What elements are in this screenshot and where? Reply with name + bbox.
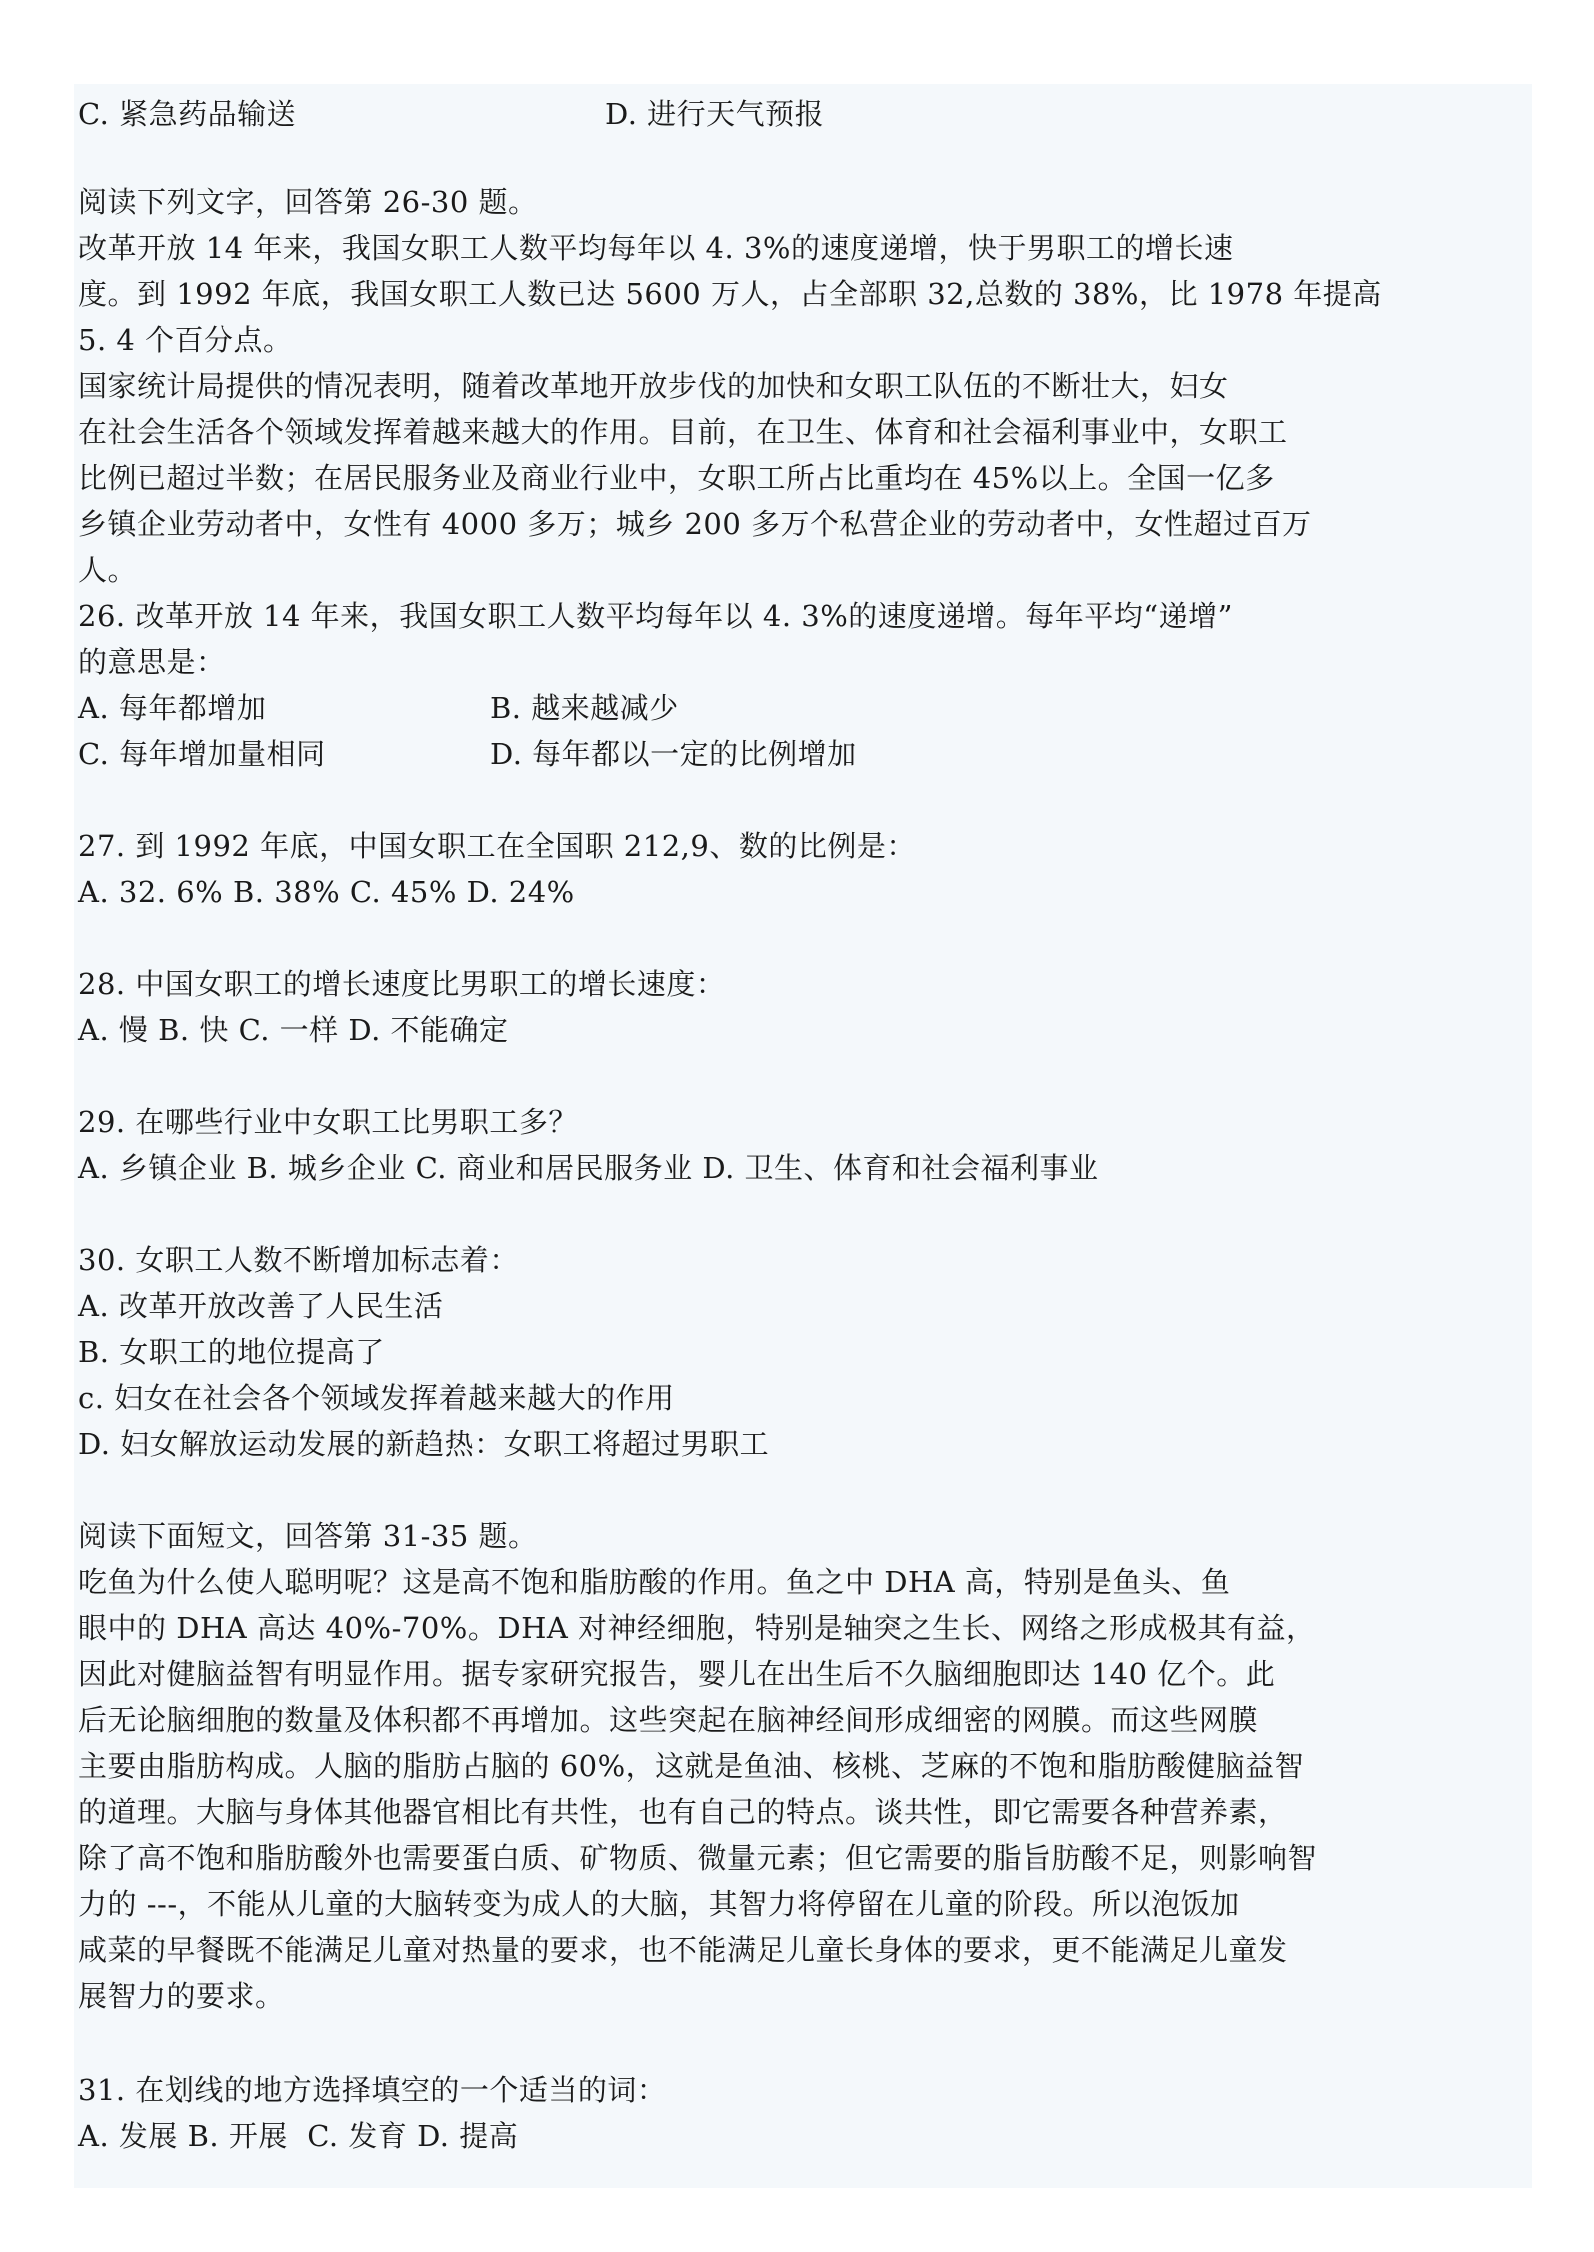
text-line: 咸菜的早餐既不能满足儿童对热量的要求，也不能满足儿童长身体的要求，更不能满足儿童发 [78, 1933, 1288, 1967]
text-line: 度。到 1992 年底，我国女职工人数已达 5600 万人，占全部职 32,总数的 38%，比 1978 年提高 [78, 277, 1382, 311]
option-line: c. 妇女在社会各个领域发挥着越来越大的作用 [78, 1381, 675, 1415]
option-line: A. 32. 6% B. 38% C. 45% D. 24% [78, 875, 575, 909]
text-line: 的道理。大脑与身体其他器官相比有共性，也有自己的特点。谈共性，即它需要各种营养素， [78, 1795, 1288, 1829]
text-line: 国家统计局提供的情况表明，随着改革地开放步伐的加快和女职工队伍的不断壮大，妇女 [78, 369, 1229, 403]
option-line: A. 改革开放改善了人民生活 [78, 1289, 444, 1323]
text-line: 因此对健脑益智有明显作用。据专家研究报告，婴儿在出生后不久脑细胞即达 140 亿个。此 [78, 1657, 1276, 1691]
option-line: C. 每年增加量相同 [78, 737, 326, 771]
question-27: 27. 到 1992 年底，中国女职工在全国职 212,9、数的比例是： [78, 829, 916, 863]
question-29: 29. 在哪些行业中女职工比男职工多？ [78, 1105, 578, 1139]
text-line: 吃鱼为什么使人聪明呢？这是高不饱和脂肪酸的作用。鱼之中 DHA 高，特别是鱼头、鱼 [78, 1565, 1231, 1599]
option-line: A. 慢 B. 快 C. 一样 D. 不能确定 [78, 1013, 509, 1047]
section-heading: 阅读下列文字，回答第 26-30 题。 [78, 185, 538, 219]
text-line: 在社会生活各个领域发挥着越来越大的作用。目前，在卫生、体育和社会福利事业中，女职工 [78, 415, 1288, 449]
option-line: D. 进行天气预报 [605, 97, 825, 131]
question-31: 31. 在划线的地方选择填空的一个适当的词： [78, 2073, 667, 2107]
text-line: 力的 ---，不能从儿童的大脑转变为成人的大脑，其智力将停留在儿童的阶段。所以泡饭加 [78, 1887, 1240, 1921]
text-line: 乡镇企业劳动者中，女性有 4000 多万；城乡 200 多万个私营企业的劳动者中，女性超过百万 [78, 507, 1312, 541]
text-line: C. 紧急药品输送 [78, 97, 297, 131]
text-line: 改革开放 14 年来，我国女职工人数平均每年以 4. 3%的速度递增，快于男职工的增长速 [78, 231, 1234, 265]
option-line: D. 每年都以一定的比例增加 [490, 737, 857, 771]
text-line: 除了高不饱和脂肪酸外也需要蛋白质、矿物质、微量元素；但它需要的脂旨肪酸不足，则影响智 [78, 1841, 1318, 1875]
option-line: A. 每年都增加 [78, 691, 267, 725]
option-line: D. 妇女解放运动发展的新趋热：女职工将超过男职工 [78, 1427, 770, 1461]
question-26: 26. 改革开放 14 年来，我国女职工人数平均每年以 4. 3%的速度递增。每年平均“递增” [78, 599, 1233, 633]
text-line: 主要由脂肪构成。人脑的脂肪占脑的 60%，这就是鱼油、核桃、芝麻的不饱和脂肪酸健脑益智 [78, 1749, 1305, 1783]
text-line: 比例已超过半数；在居民服务业及商业行业中，女职工所占比重均在 45%以上。全国一亿多 [78, 461, 1275, 495]
text-line: 眼中的 DHA 高达 40%-70%。DHA 对神经细胞，特别是轴突之生长、网络之形成极其有益， [78, 1611, 1316, 1645]
question-28: 28. 中国女职工的增长速度比男职工的增长速度： [78, 967, 726, 1001]
option-line: B. 越来越减少 [490, 691, 679, 725]
question-30: 30. 女职工人数不断增加标志着： [78, 1243, 519, 1277]
text-line: 的意思是： [78, 645, 226, 679]
text-line: 展智力的要求。 [78, 1979, 285, 2013]
option-line: B. 女职工的地位提高了 [78, 1335, 385, 1369]
text-line: 后无论脑细胞的数量及体积都不再增加。这些突起在脑神经间形成细密的网膜。而这些网膜 [78, 1703, 1259, 1737]
option-line: A. 乡镇企业 B. 城乡企业 C. 商业和居民服务业 D. 卫生、体育和社会福利事业 [78, 1151, 1099, 1185]
text-line: 人。 [78, 553, 138, 587]
option-line: A. 发展 B. 开展 C. 发育 D. 提高 [78, 2119, 519, 2153]
section-heading: 阅读下面短文，回答第 31-35 题。 [78, 1519, 538, 1553]
text-line: 5. 4 个百分点。 [78, 323, 293, 357]
